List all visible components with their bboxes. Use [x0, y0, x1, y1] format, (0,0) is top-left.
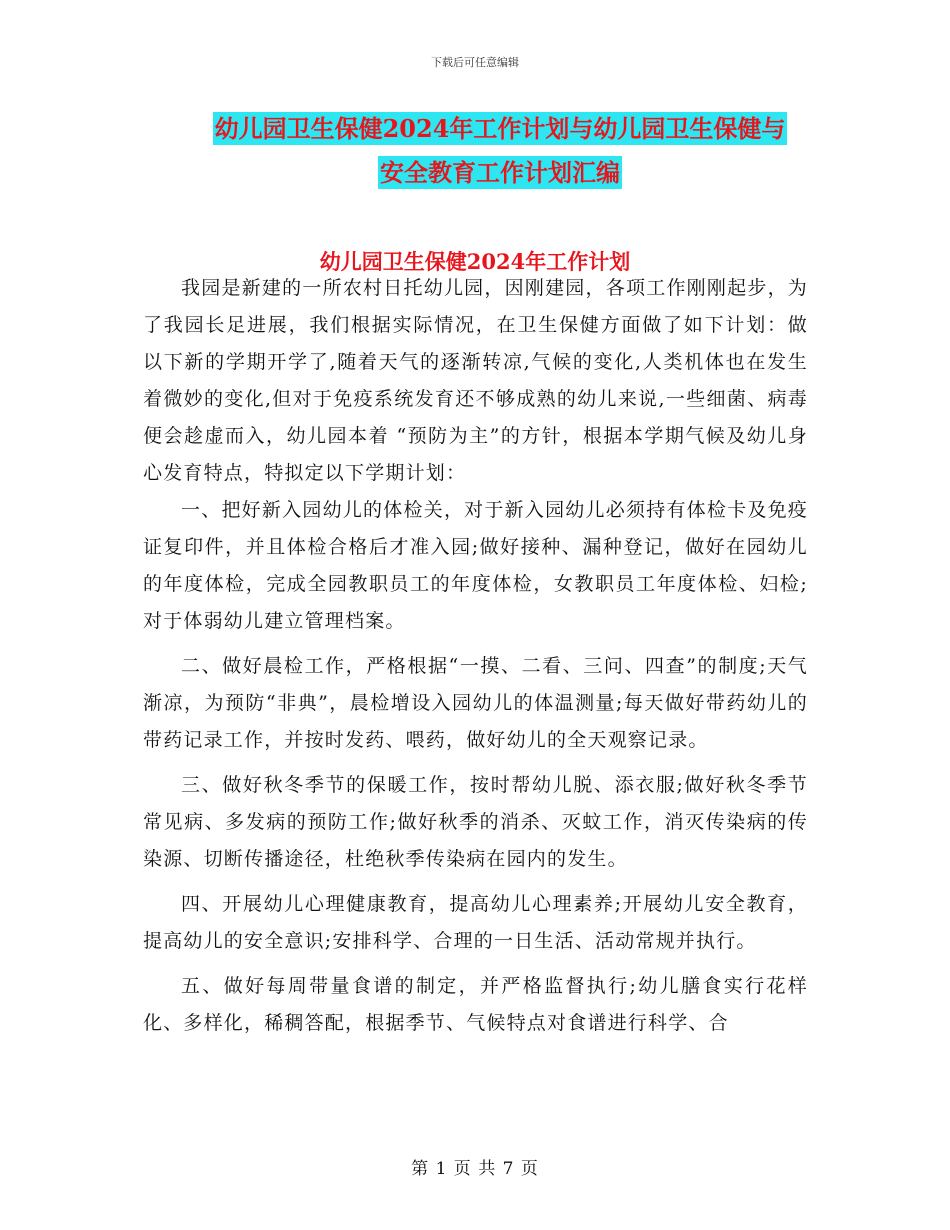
- paragraph-item-3: 三、做好秋冬季节的保暖工作，按时帮幼儿脱、添衣服;做好秋冬季节常见病、多发病的预防工作;做好秋季的消杀、灭蚊工作，消灭传染病的传染源、切断传播途径，杜绝秋季传染病在园内的发生。: [143, 774, 808, 870]
- paragraph-item-1: 一、把好新入园幼儿的体检关，对于新入园幼儿必须持有体检卡及免疫证复印件，并且体检合格后才准入园;做好接种、漏种登记，做好在园幼儿的年度体检，完成全园教职员工的年度体检，女教职员工年度体检、妇检;对于体弱幼儿建立管理档案。: [143, 499, 808, 632]
- paragraph-item-4: 四、开展幼儿心理健康教育，提高幼儿心理素养;开展幼儿安全教育，提高幼儿的安全意识;安排科学、合理的一日生活、活动常规并执行。: [143, 893, 808, 952]
- paragraph-intro: 我园是新建的一所农村日托幼儿园，因刚建园，各项工作刚刚起步，为了我园长足进展，我们根据实际情况，在卫生保健方面做了如下计划：做以下新的学期开学了,随着天气的逐渐转凉,气候的变化,人类机体也在发生着微妙的变化,但对于免疫系统发育还不够成熟的幼儿来说,一些细菌、病毒便会趁虚而入，幼儿园本着 “预防为主”的方针，根据本学期气候及幼儿身心发育特点，特拟定以下学期计划：: [143, 277, 808, 484]
- document-body: [143, 270, 808, 1042]
- paragraph-item-5: 五、做好每周带量食谱的制定，并严格监督执行;幼儿膳食实行花样化、多样化，稀稠答配，根据季节、气候特点对食谱进行科学、合: [143, 975, 808, 1034]
- document-title-text-1: 幼儿园卫生保健2024年工作计划与幼儿园卫生保健与: [214, 114, 786, 143]
- section-title: 幼儿园卫生保健2024年工作计划: [319, 249, 631, 274]
- header-note: 下载后可任意编辑: [431, 56, 519, 69]
- document-title-line-1: [140, 112, 860, 146]
- document-title-line-2: [140, 156, 860, 190]
- page-indicator: 第 1 页 共 7 页: [411, 1159, 539, 1179]
- paragraph-item-2: 二、做好晨检工作，严格根据“一摸、二看、三问、四查”的制度;天气渐凉，为预防“非典”，晨检增设入园幼儿的体温测量;每天做好带药幼儿的带药记录工作，并按时发药、喂药，做好幼儿的全天观察记录。: [143, 655, 808, 751]
- document-title-text-2: 安全教育工作计划汇编: [380, 158, 620, 187]
